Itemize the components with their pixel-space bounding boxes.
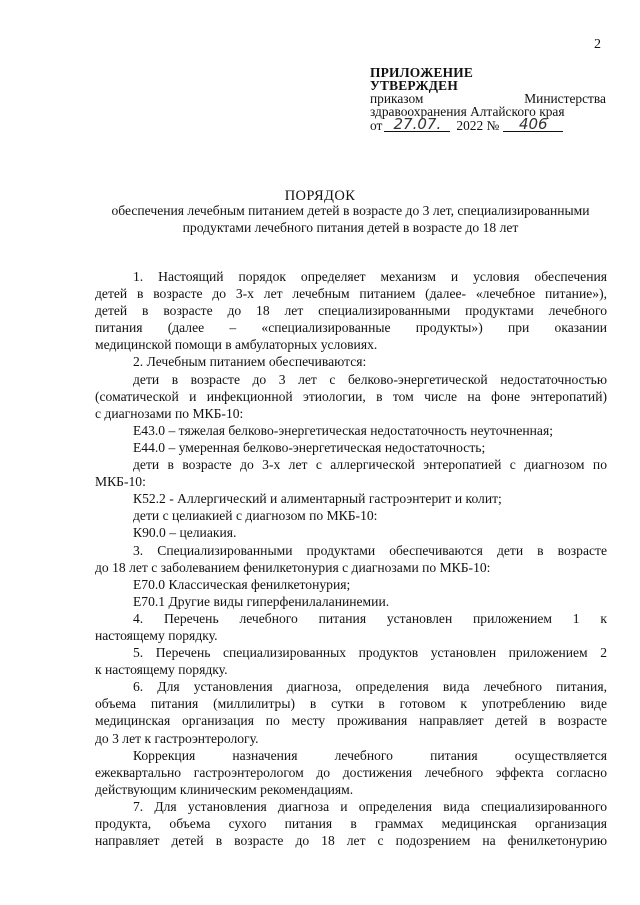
handwritten-date: 27.07.: [384, 118, 450, 132]
body-text-line: 6. Для установления диагноза, определения вида лечебного питания,: [133, 679, 607, 695]
handwritten-order-number: 406: [503, 118, 563, 132]
document-body: [95, 268, 607, 849]
body-text-line: дети в возрасте до 3 лет с белково-энергетической недостаточностью: [133, 371, 607, 387]
body-text-line: медицинская организация по месту проживания направляет детей в возрасте: [95, 713, 607, 729]
body-text-line: до 3 лет к гастроэнтерологу.: [95, 730, 259, 746]
body-text-line: детей в возрасте до 3-х лет лечебным питанием (далее- «лечебное питание»),: [95, 286, 607, 302]
body-text-line: Е43.0 – тяжелая белково-энергетическая недостаточность неуточненная;: [133, 422, 553, 438]
body-text-line: Е70.1 Другие виды гиперфенилаланинемии.: [133, 593, 390, 609]
body-text-line: дети с целиакией с диагнозом по МКБ-10:: [133, 508, 378, 524]
approval-from-label: от: [370, 118, 383, 133]
body-text-line: с диагнозами по МКБ-10:: [95, 405, 244, 421]
body-text-line: питания (далее – «специализированные продукты») при оказании: [95, 320, 607, 336]
body-text-line: направляет детей в возрасте до 18 лет с подозрением на фенилкетонурию: [95, 833, 607, 849]
body-text-line: объема питания (миллилитры) в сутки в готовом к употреблению виде: [95, 696, 607, 712]
body-text-line: К52.2 - Аллергический и алиментарный гастроэнтерит и колит;: [133, 491, 502, 507]
approval-year-number-label: 2022 №: [456, 118, 500, 133]
body-text-line: 5. Перечень специализированных продуктов установлен приложением 2: [133, 645, 607, 661]
body-text-line: 7. Для установления диагноза и определения вида специализированного: [133, 798, 607, 814]
approval-ministry-name: здравоохранения Алтайского края: [370, 104, 565, 119]
body-text-line: детей в возрасте до 18 лет специализированными продуктами лечебного: [95, 303, 607, 319]
body-text-line: (соматической и инфекционной этиологии, в том числе на фоне энтеропатий): [95, 388, 607, 404]
body-text-line: Е70.0 Классическая фенилкетонурия;: [133, 576, 351, 592]
body-text-line: 3. Специализированными продуктами обеспечиваются дети в возрасте: [133, 542, 607, 558]
body-text-line: дети в возрасте до 3-х лет с аллергической энтеропатией с диагнозом по: [133, 457, 607, 473]
body-text-line: 2. Лечебным питанием обеспечиваются:: [133, 354, 367, 370]
body-text-line: МКБ-10:: [95, 474, 146, 490]
body-text-line: медицинской помощи в амбулаторных условиях.: [95, 337, 378, 353]
approval-heading-appendix: ПРИЛОЖЕНИЕ: [370, 65, 474, 80]
body-text-line: Коррекция назначения лечебного питания осуществляется: [133, 747, 607, 763]
body-text-line: 4. Перечень лечебного питания установлен приложением 1 к: [133, 610, 607, 626]
approval-ministry-word: Министерства: [524, 91, 606, 106]
body-text-line: продукта, объема сухого питания в граммах медицинская организация: [95, 816, 607, 831]
approval-order-word: приказом: [370, 91, 424, 106]
document-title: ПОРЯДОК: [284, 188, 356, 204]
approval-date-number-line: [370, 115, 606, 133]
page-number: 2: [594, 37, 601, 52]
body-text-line: настоящему порядку.: [95, 627, 218, 643]
body-text-line: Е44.0 – умеренная белково-энергетическая недостаточность;: [133, 439, 486, 455]
body-text-line: К90.0 – целиакия.: [133, 525, 237, 541]
document-subtitle: обеспечения лечебным питанием детей в возрасте до 3 лет, специализированными продуктами лечебного питания детей в возрасте до 18 лет: [111, 203, 590, 235]
body-text-line: действующим клиническим рекомендациям.: [95, 781, 354, 797]
approval-stamp-block: [370, 66, 606, 132]
body-text-line: 1. Настоящий порядок определяет механизм и условия обеспечения: [133, 269, 607, 284]
body-text-line: ежеквартально гастроэнтерологом до достижения лечебного эффекта согласно: [95, 764, 607, 780]
approval-heading-approved: УТВЕРЖДЕН: [370, 78, 458, 93]
body-text-line: к настоящему порядку.: [95, 662, 228, 678]
body-text-line: до 18 лет с заболеванием фенилкетонурия с диагнозами по МКБ-10:: [95, 559, 491, 575]
